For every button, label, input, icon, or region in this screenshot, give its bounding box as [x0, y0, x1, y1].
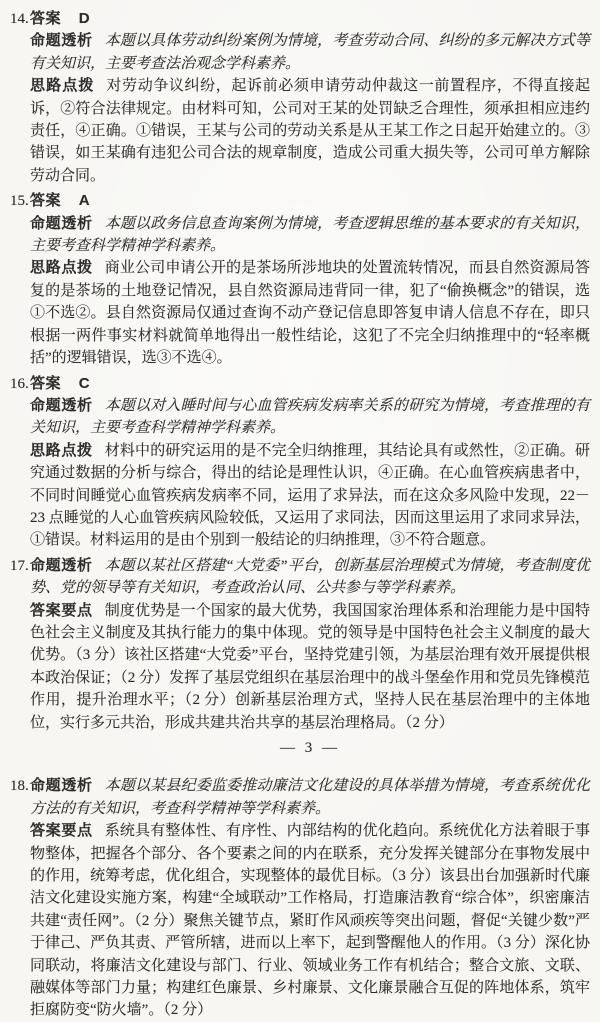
section-text: 对劳动争议纠纷，起诉前必须申请劳动仲裁这一前置程序，不得直接起诉，②符合法律规定。由材料可知，公司对王某的处罚缺乏合理性，须承担相应违约责任，④正确。①错误，王某与公司的劳动关系是从王某工作之日起开始建立的。③错误，如王某确有违犯公司合法的规章制度，造成公司重大损失等，公司可单方解除劳动合同。 [30, 78, 590, 184]
answer-line [10, 373, 590, 395]
key-points-paragraph [30, 600, 590, 734]
section-label: 命题透析 [30, 32, 93, 50]
analysis-paragraph [30, 213, 590, 258]
section-label: 命题透析 [30, 556, 93, 574]
section-text: 本题以政务信息查询案例为情境，考查逻辑思维的基本要求的有关知识，主要考查科学精神学科素养。 [30, 215, 590, 255]
hints-paragraph [30, 440, 590, 552]
section-label: 思路点拨 [30, 259, 93, 277]
answer-value: C [78, 374, 90, 392]
section-text: 本题以具体劳动纠纷案例为情境，考查劳动合同、纠纷的多元解决方式等有关知识，主要考查法治观念学科素养。 [30, 33, 590, 72]
key-points-paragraph [30, 820, 590, 1022]
section-label: 答案要点 [30, 822, 93, 840]
question-number: 14. [10, 11, 29, 27]
section-text: 商业公司申请公开的是茶场所涉地块的处置流转情况，而县自然资源局答复的是茶场的土地登记情况，县自然资源局违背同一律，犯了“偷换概念”的错误，选①不选②。县自然资源局仅通过查询不动产登记信息即答复申请人信息不存在，即只根据一两件事实材料就简单地得出一般性结论，这犯了不完全归纳推理中的“轻率概括”的逻辑错误，选③不选④。 [30, 260, 590, 367]
answer-value: D [78, 10, 90, 27]
section-text: 系统具有整体性、有序性、内部结构的优化趋向。系统优化方法着眼于事物整体，把握各个部分、各个要素之间的内在联系，充分发挥关键部分在事物发展中的作用，统筹考虑，优化组合，实现整体的最优目标。（3 分）该县出台加强新时代廉洁文化建设实施方案，构建“全域联动”工作格局，打造廉洁教育“综合体”，织密廉洁共建“责任网”。（2 分）聚焦关键节点，紧盯作风顽疾等突出问题，督促“关键少数”严于律己、严负其责、严管所辖，进而以上率下，起到警醒他人的作用。（3 分）深化协同联动，将廉洁文化建设与部门、行业、领域业务工作有机结合；整合文旅、文联、融媒体等部门力量；构建红色廉景、乡村廉景、文化廉景融合互促的阵地体系，筑牢拒腐防变“防火墙”。（2 分） [30, 823, 590, 1019]
section-label: 思路点拨 [30, 77, 95, 95]
answer-line [10, 190, 590, 212]
section-label: 命题透析 [30, 214, 93, 232]
answer-item-17 [10, 555, 590, 734]
answer-value: A [78, 192, 90, 210]
section-label: 答案要点 [30, 601, 93, 619]
hints-paragraph [30, 75, 590, 187]
question-number: 16. [10, 375, 29, 392]
answer-line [10, 8, 590, 30]
answer-label: 答案 [30, 374, 62, 392]
section-label: 思路点拨 [30, 441, 93, 459]
section-text: 材料中的研究运用的是不完全归纳推理，其结论具有或然性，②正确。研究通过数据的分析与综合，得出的结论是理性认识，④正确。在心血管疾病患者中，不同时间睡觉心血管疾病发病率不同，运用了求异法，而在这众多风险中发现，22－23 点睡觉的人心血管疾病风险较低，又运用了求同法，因而这里运用了求同求异法，①错误。材料运用的是由个别到一般结论的归纳推理，③不符合题意。 [30, 442, 590, 549]
analysis-paragraph [10, 555, 590, 600]
answer-label: 答案 [30, 10, 62, 27]
answer-item-14 [10, 8, 590, 187]
question-number: 18. [10, 778, 29, 795]
analysis-paragraph [30, 30, 590, 75]
section-text: 制度优势是一个国家的最大优势，我国国家治理体系和治理能力是中国特色社会主义制度及其执行能力的集中体现。党的领导是中国特色社会主义制度的最大优势。（3 分）该社区搭建“大党委”平台，坚持党建引领，为基层治理有效开展提供根本政治保证；（2 分）发挥了基层党组织在基层治理中的战斗堡垒作用和党员先锋模范作用，提升治理水平；（2 分）创新基层治理方式，坚持人民在基层治理中的主体地位，实行多元共治，形成共建共治共享的基层治理格局。（2 分） [30, 602, 590, 731]
analysis-paragraph [30, 395, 590, 440]
section-text: 本题以某县纪委监委推动廉洁文化建设的具体举措为情境，考查系统优化方法的有关知识，考查科学精神等学科素养。 [30, 778, 590, 817]
section-label: 命题透析 [30, 777, 93, 795]
hints-paragraph [30, 257, 590, 369]
answer-label: 答案 [30, 192, 62, 210]
answer-item-16 [10, 373, 590, 552]
page-number: — 3 — [280, 740, 340, 756]
answer-item-18 [10, 775, 590, 1021]
section-text: 本题以对入睡时间与心血管疾病发病率关系的研究为情境，考查推理的有关知识，主要考查科学精神学科素养。 [30, 397, 590, 437]
section-label: 命题透析 [30, 396, 93, 414]
answer-item-15 [10, 190, 590, 369]
question-number: 17. [10, 557, 29, 574]
section-text: 本题以某社区搭建“大党委”平台，创新基层治理模式为情境，考查制度优势、党的领导等有关知识，考查政治认同、公共参与等学科素养。 [30, 557, 590, 597]
question-number: 15. [10, 193, 29, 210]
analysis-paragraph [10, 775, 590, 820]
